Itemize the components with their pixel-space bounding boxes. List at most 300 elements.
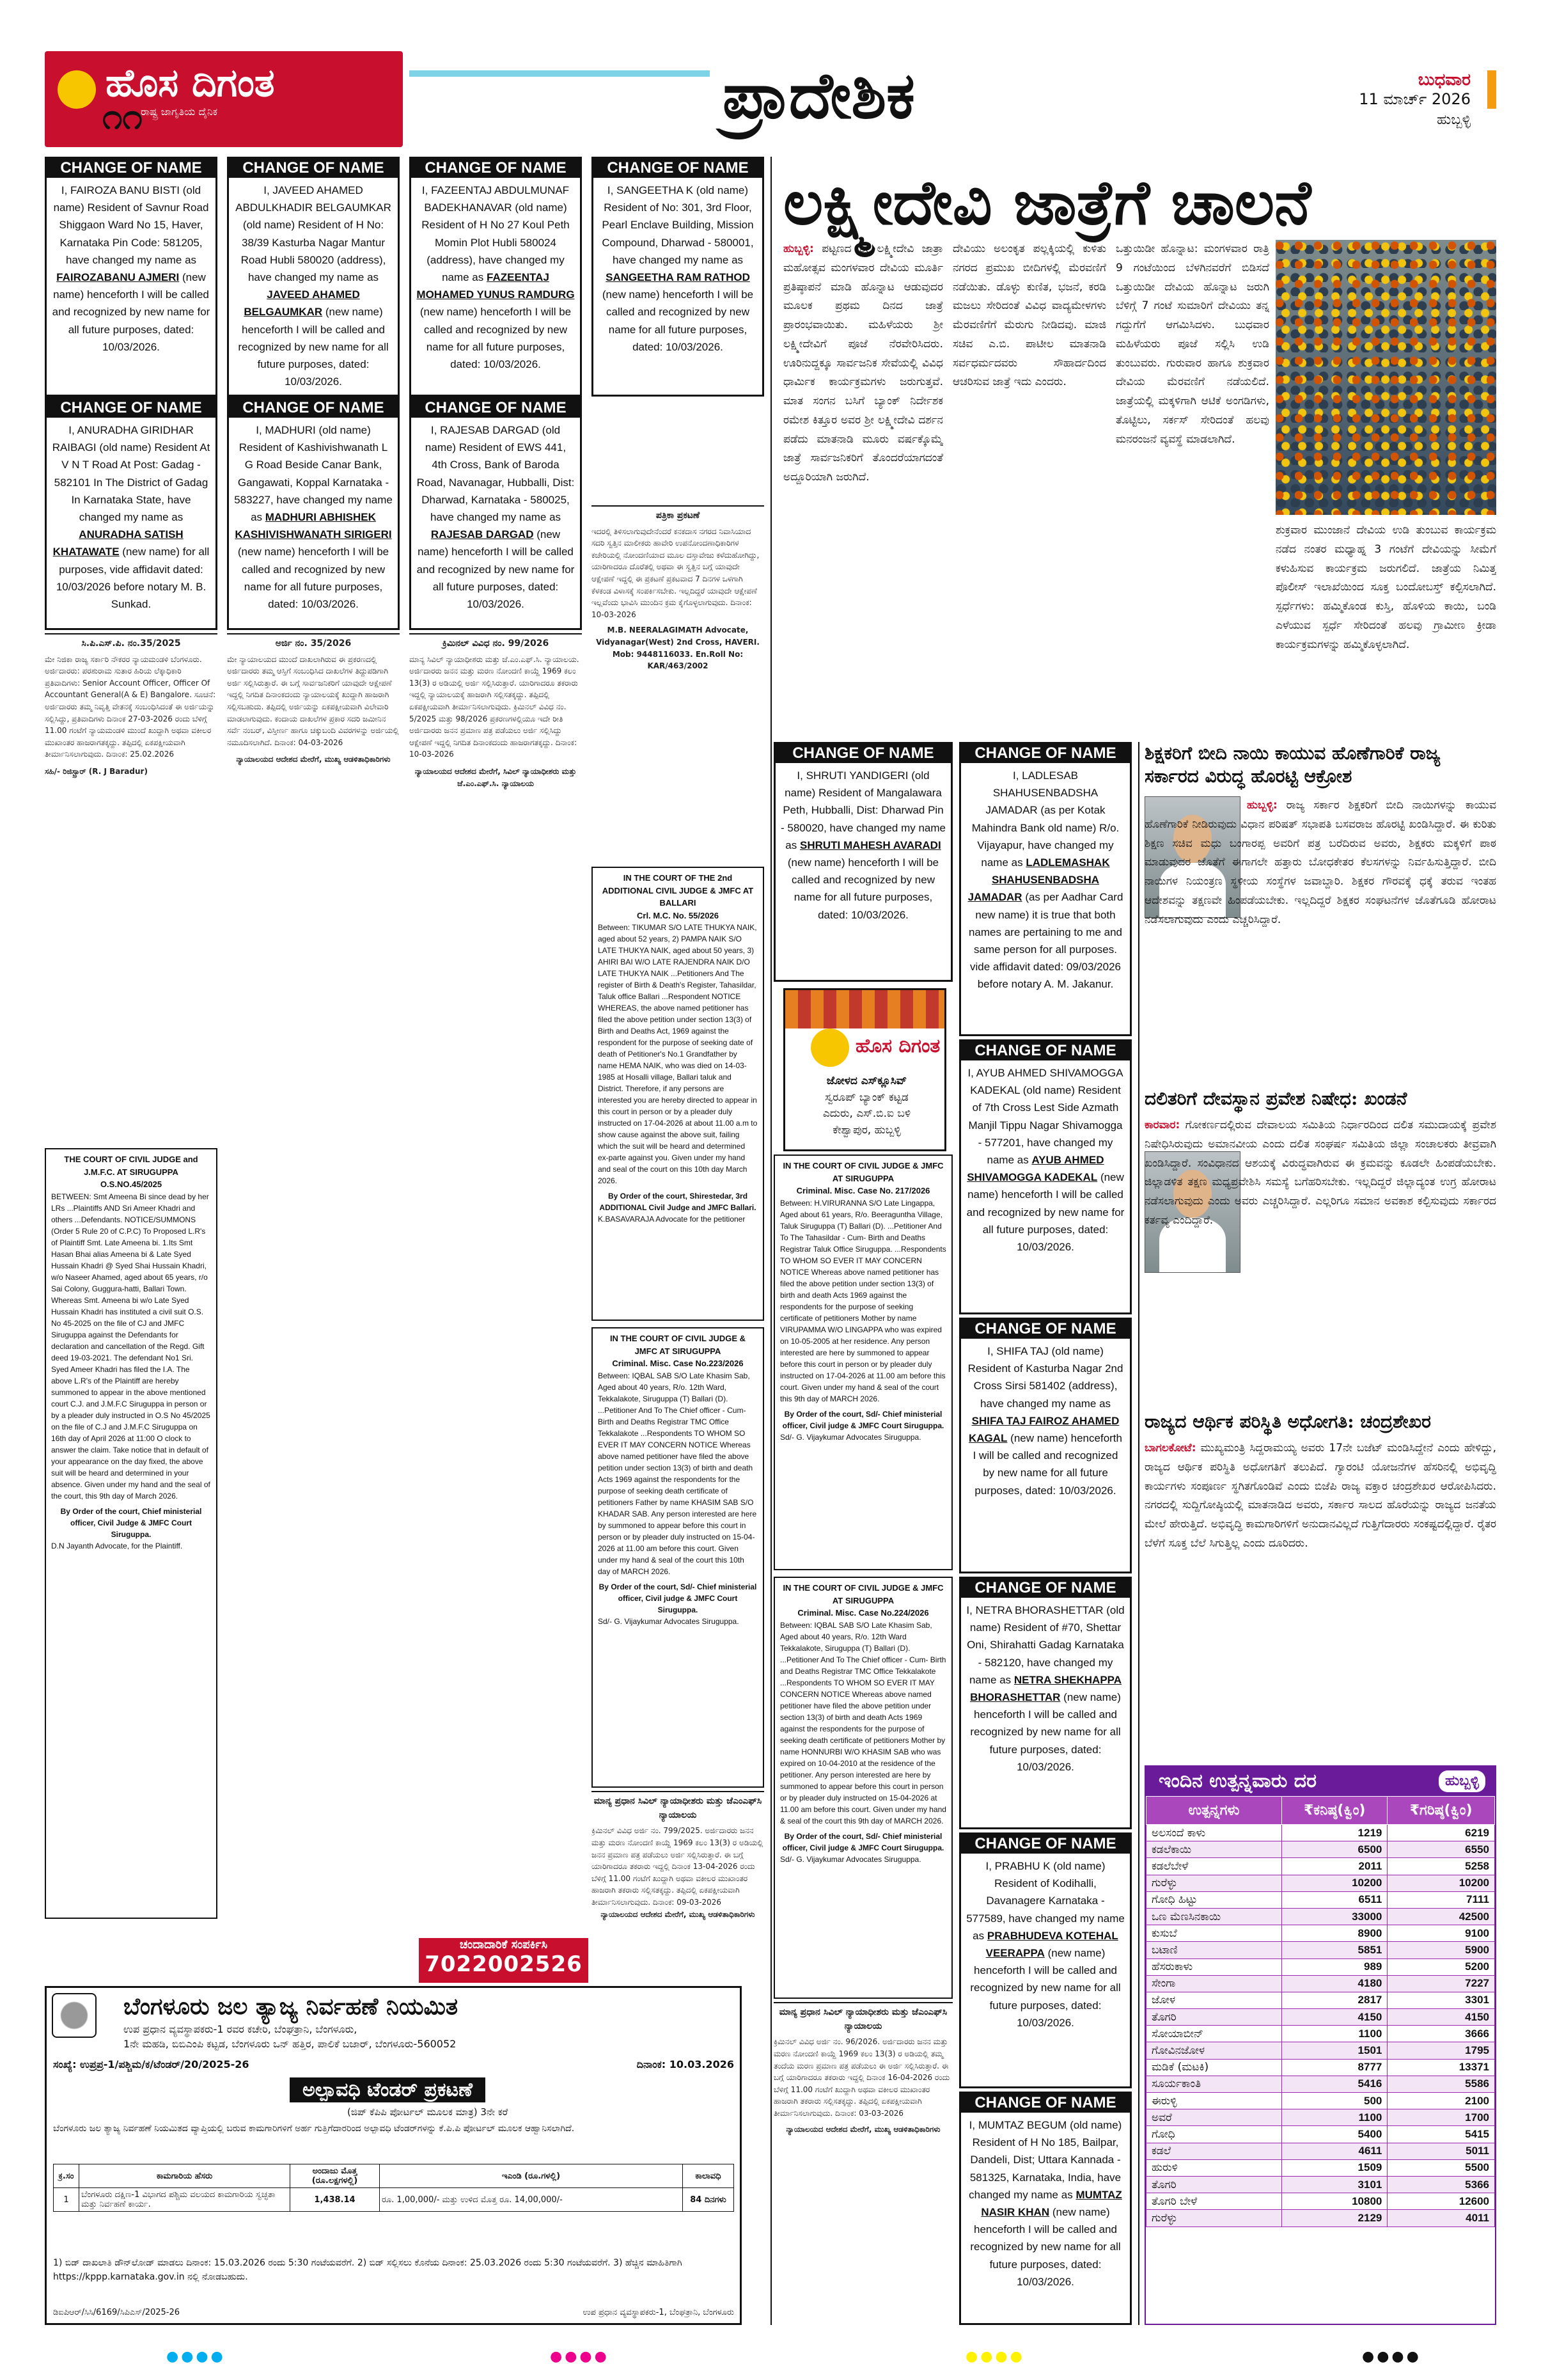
court-notice [45,1148,217,1919]
notice-signature: ನ್ಯಾಯಾಲಯದ ಆದೇಶದ ಮೇರೆಗೆ, ಮುಖ್ಯ ಆಡಳಿತಾಧಿಕಾರಿಗಳು [236,755,391,764]
tender-footer [53,2308,734,2317]
promo-address [792,1073,942,1139]
court-title: IN THE COURT OF THE 2nd ADDITIONAL CIVIL JUDGE & JMFC AT BALLARI [602,873,754,908]
tribunal-notice [45,633,217,1145]
price-min: 10800 [1282,2193,1388,2210]
price-product: ಕಡಲೆಕಾಯಿ [1146,1841,1282,1858]
price-min: 1501 [1282,2042,1388,2059]
tender-col: ಅಂದಾಜು ಮೊತ್ತ (ರೂ.ಲಕ್ಷಗಳಲ್ಲಿ) [290,2164,380,2188]
name-change-notice [591,157,764,397]
price-min: 5416 [1282,2076,1388,2092]
price-max: 3666 [1388,2026,1495,2042]
price-min: 5400 [1282,2126,1388,2143]
commodity-price-table [1145,1765,1496,2325]
tender-cell: ರೂ. 1,00,000/- ಮತ್ತು ಉಳಿದ ಮೊತ್ತ ರೂ. 14,00,000/- [380,2188,683,2212]
notice-text: I, MUMTAZ BEGUM (old name) Resident of H No 185, Bailpar, Dandeli, Dist; Uttara Kannada - 581325, Karnataka, India, have changed my name as [969,2119,1122,2201]
notice-heading: CHANGE OF NAME [411,159,580,178]
notice-heading: CHANGE OF NAME [961,1834,1130,1854]
price-product: ಸೂರ್ಯಕಾಂತಿ [1146,2076,1282,2092]
price-row [1146,2193,1495,2210]
story4-text [1145,1439,1496,1759]
price-row [1146,1992,1495,2008]
press-notice [591,505,764,863]
story-text: ಗೋಕರ್ಣದಲ್ಲಿರುವ ದೇವಾಲಯ ಸಮಿತಿಯ ನಿರ್ಧಾರದಿಂದ ದಲಿತ ಸಮುದಾಯಕ್ಕೆ ಪ್ರವೇಶ ನಿಷೇಧಿಸಿರುವುದು ಅಮಾನವೀಯ ಎಂದು ದಲಿತ ಸಂಘರ್ಷ ಸಮಿತಿಯ ಜಿಲ್ಲಾ ಸಂಚಾಲಕರು ತೀವ್ರವಾಗಿ ಖಂಡಿಸಿದ್ದಾರೆ. ಸಂವಿಧಾನದ ಆಶಯಕ್ಕೆ ವಿರುದ್ಧವಾಗಿರುವ ಈ ಕ್ರಮವನ್ನು ಕೂಡಲೇ ಹಿಂಪಡೆಯಬೇಕು. ಜಿಲ್ಲಾಡಳಿತ ತಕ್ಷಣ ಮಧ್ಯಪ್ರವೇಶಿಸಿ ಸಮಸ್ಯೆ ಬಗೆಹರಿಸಬೇಕು. ಇಲ್ಲದಿದ್ದರೆ ಜಿಲ್ಲಾದ್ಯಂತ ಉಗ್ರ ಹೋರಾಟ ನಡೆಸಲಾಗುವುದು ಎಂದು ಅವರು ಎಚ್ಚರಿಸಿದ್ದಾರೆ. ಎಲ್ಲರಿಗೂ ಸಮಾನ ಅವಕಾಶ ಕಲ್ಪಿಸುವುದು ಸರ್ಕಾರದ ಕರ್ತವ್ಯ ಎಂದಿದ್ದಾರೆ. [1145,1119,1496,1227]
price-row [1146,2109,1495,2126]
registration-marks: ●●●● [550,2349,609,2365]
case-number: Criminal. Misc. Case No. 217/2026 [796,1186,930,1195]
price-row [1146,1825,1495,1841]
price-product: ಗುರೆಳ್ಳು [1146,2210,1282,2226]
price-min: 1219 [1282,1825,1388,1841]
notice-text: I, SHIFA TAJ (old name) Resident of Kasturba Nagar 2nd Cross Sirsi 581402 (address), have changed my name as [967,1345,1123,1410]
price-row [1146,1958,1495,1975]
tender-cell: ಬೆಂಗಳೂರು ದಕ್ಷಿಣ-1 ವಿಭಾಗದ ಪಶ್ಚಿಮ ವಲಯದ ಕಾಮಗಾರಿಯ ಸ್ವಚ್ಛತಾ ಮತ್ತು ನಿರ್ವಹಣೆ ಕಾರ್ಯ. [79,2188,290,2212]
advocate: Sd/- G. Vijaykumar Advocates Siruguppa. [598,1616,739,1626]
notice-text: (new name) henceforth I will be called and recognized by new name for all future purposes, dated: 10/03/2026. [52,271,210,353]
new-name: LADLEMASHAK SHAHUSENBADSHA JAMADAR [967,856,1110,904]
price-max: 12600 [1388,2193,1495,2210]
price-min: 2011 [1282,1858,1388,1875]
notice-title: ಮಾನ್ಯ ಪ್ರಧಾನ ಸಿವಿಲ್ ನ್ಯಾಯಾಧೀಶರು ಮತ್ತು ಜೆಎಂಎಫ್‌ಸಿ ನ್ಯಾಯಾಲಯ [779,2007,948,2031]
price-product: ಕಡಲೆ [1146,2143,1282,2159]
notice-signature: M.B. NEERALAGIMATH Advocate, Vidyanagar(West) 2nd Cross, HAVERI. Mob: 9448116033. En.Roll No: KAR/463/2002 [596,626,760,671]
tender-col: ಕಾಲಾವಧಿ [683,2164,734,2188]
price-max: 42500 [1388,1908,1495,1925]
hosadigantha-promo[interactable] [783,988,946,1151]
court-notice [774,1155,953,1570]
dateline: ಬಾಗಲಕೋಟೆ: [1145,1442,1196,1454]
tender-table [53,2164,734,2212]
court-body: Between: IQBAL SAB S/O Late Khasim Sab, Aged about 40 years, R/o. 12th Ward, Tekkalakote, Siruguppa (T) Ballari (D). ...Petitioner And To The Chief officer - Cum- Birth and Deaths Registrar TMC Office Tekkalakote ...Respondents TO WHOM SO EVER IT MAY CONCERN NOTICE Whereas above named petitioner have filed the above petition under section 13(3) of birth and death Acts 1969 against the respondents for the purpose of seeking death certificate of petitioners Father by name KHASIM SAB S/O KHADAR SAB. Any person interested are here by summoned to appear before this court in person or by pleader duly instructed on 15-04-2026 at 11.00 am before this court. Given under my hand & seal of the court this 10th day of MARCH 2026. [598,1371,757,1576]
name-change-notice [959,1832,1132,2088]
notice-text: (new name) henceforth I will be called and recognized by new name for all future purposes, dated: 10/03/2026. [970,1690,1121,1773]
price-min: 8777 [1282,2059,1388,2076]
price-min: 989 [1282,1958,1388,1975]
subscription-phone: 7022002526 [425,1951,583,1977]
price-max: 3301 [1388,1992,1495,2008]
price-max: 5258 [1388,1858,1495,1875]
notice-text: I, FAIROZA BANU BISTI (old name) Resident of Savnur Road Shiggaon Ward No 15, Haver, Karnataka Pin Code: 581205, have changed my name as [53,184,209,266]
name-change-notice [959,1577,1132,1829]
main-story-col [783,240,943,742]
dateline: ಕಾರವಾರ: [1145,1119,1180,1131]
price-table-title: ಇಂದಿನ ಉತ್ಪನ್ನವಾರು ದರ [1159,1770,1317,1792]
government-emblem-icon [52,1993,97,2038]
price-row [1146,1891,1495,1908]
court-signature: By Order of the court, Chief ministerial officer, Civil Judge & JMFC Court Siruguppa. [60,1506,202,1539]
price-min: 6500 [1282,1841,1388,1858]
name-change-notice [45,157,217,397]
issue-date: 11 ಮಾರ್ಚ್ 2026 [1359,90,1471,108]
notice-text: I, PRABHU K (old name) Resident of Kodihalli, Davanagere Karnataka - 577589, have changed my name as [966,1860,1125,1942]
notice-text: I, LADLESAB SHAHUSENBADSHA JAMADAR (as per Kotak Mahindra Bank old name) R/o. Vijayapur, have changed my name as [971,769,1120,869]
price-row [1146,1858,1495,1875]
notice-text: (new name) for all purposes, vide affidavit dated: 10/03/2026 before notary M. B. Sunkad. [56,546,210,610]
new-name: MUMTAZ NASIR KHAN [981,2188,1122,2218]
notice-body: ಮಾನ್ಯ ಸಿವಿಲ್ ನ್ಯಾಯಾಧೀಶರು ಮತ್ತು ಜೆ.ಎಂ.ಎಫ್.ಸಿ. ನ್ಯಾಯಾಲಯ. ಅರ್ಜಿದಾರರು ಜನನ ಮತ್ತು ಮರಣ ನೋಂದಣಿ ಕಾಯ್ದೆ 1969 ಕಲಂ 13(3) ರ ಅಡಿಯಲ್ಲಿ ಅರ್ಜಿ ಸಲ್ಲಿಸಿರುತ್ತಾರೆ. ಯಾರಿಗಾದರೂ ತಕರಾರು ಇದ್ದಲ್ಲಿ ನ್ಯಾಯಾಲಯಕ್ಕೆ ಹಾಜರಾಗಿ ಸಲ್ಲಿಸತಕ್ಕದ್ದು. ತಪ್ಪಿದಲ್ಲಿ ಏಕಪಕ್ಷೀಯವಾಗಿ ತೀರ್ಮಾನಿಸಲಾಗುವುದು. ಕ್ರಿಮಿನಲ್ ವಿವಿಧ ನಂ. 5/2025 ಮತ್ತು 98/2026 ಪ್ರಕರಣಗಳಲ್ಲಿಯೂ ಇದೇ ರೀತಿ ಅರ್ಜಿದಾರರು ಜನನ ಪ್ರಮಾಣ ಪತ್ರ ಪಡೆಯಲು ಅರ್ಜಿ ಸಲ್ಲಿಸಿದ್ದು ಆಕ್ಷೇಪಣೆ ಇದ್ದಲ್ಲಿ ನಿಗದಿತ ದಿನಾಂಕದಂದು ಹಾಜರಾಗತಕ್ಕದ್ದು. ದಿನಾಂಕ: 10-03-2026 [409,654,579,759]
main-headline: ಲಕ್ಷ್ಮೀದೇವಿ ಜಾತ್ರೆಗೆ ಚಾಲನೆ [783,166,1311,239]
price-row [1146,2210,1495,2226]
notice-text: I, NETRA BHORASHETTAR (old name) Resident of #70, Shettar Oni, Shirahatti Gadag Karnataka - 582120, have changed my name as [966,1604,1125,1686]
price-product: ತೊಗರಿ [1146,2176,1282,2193]
logo-sun-icon [58,70,96,109]
price-product: ಹುರುಳಿ [1146,2159,1282,2176]
court-signature: By Order of the court, Shirestedar, 3rd ADDITIONAL Civil Judge and JMFC Ballari. [599,1192,756,1212]
tender-address: 1ನೇ ಮಹಡಿ, ಬಿಬಿಎಂಪಿ ಕಟ್ಟಡ, ಬೆಂಗಳೂರು ಒನ್ ಹತ್ತಿರ, ಪಾಲಿಕೆ ಬಜಾರ್, ಬೆಂಗಳೂರು-560052 [123,2038,457,2050]
court-body: Between: H.VIRURANNA S/O Late Lingappa, Aged about 61 years, R/o. Beeraguntha Village, Taluk Siruguppa (T) Ballari (D). ...Petitioner And To The Tahasildar - Cum- Birth and Deaths Registrar Taluk Office Siruguppa. ...Respondents TO WHOM SO EVER IT MAY CONCERN NOTICE Whereas above named petitioner has filed the above petition under section 13(3) of birth and death Acts 1969 against the respondents for the purpose of seeking certificate of petitioners Mother by name VIRUPAMMA W/O LINGAPPA who was expired on 10-05-2005 at her residence. Any person interested are here by summoned to appear before this court in person or by pleader duly instructed on 17-04-2026 at 11.00 am before this court. Given under my hand & seal of the court this 9th day of MARCH 2026. [780,1198,946,1403]
price-max: 10200 [1388,1875,1495,1891]
edition-city: ಹುಬ್ಬಳ್ಳಿ [1436,112,1471,128]
notice-signature: ನ್ಯಾಯಾಲಯದ ಆದೇಶದ ಮೇರೆಗೆ, ಸಿವಿಲ್ ನ್ಯಾಯಾಧೀಶರು ಮತ್ತು ಜೆ.ಎಂ.ಎಫ್.ಸಿ. ನ್ಯಾಯಾಲಯ [414,767,577,788]
page-number: ೧೧ [102,96,143,138]
notice-body: ಕ್ರಿಮಿನಲ್ ವಿವಿಧ ಅರ್ಜಿ ನಂ. 799/2025. ಅರ್ಜಿದಾರರು ಜನನ ಮತ್ತು ಮರಣ ನೋಂದಣಿ ಕಾಯ್ದೆ 1969 ಕಲಂ 13(3) ರ ಅಡಿಯಲ್ಲಿ ಜನನ ಪ್ರಮಾಣ ಪತ್ರ ಪಡೆಯಲು ಅರ್ಜಿ ಸಲ್ಲಿಸಿರುತ್ತಾರೆ. ಈ ಬಗ್ಗೆ ಯಾರಿಗಾದರೂ ತಕರಾರು ಇದ್ದಲ್ಲಿ ದಿನಾಂಕ 13-04-2026 ರಂದು ಬೆಳಿಗ್ಗೆ 11.00 ಗಂಟೆಗೆ ಖುದ್ದಾಗಿ ಅಥವಾ ವಕೀಲರ ಮುಖಾಂತರ ಹಾಜರಾಗಿ ತಕರಾರು ಸಲ್ಲಿಸತಕ್ಕದ್ದು. ತಪ್ಪಿದಲ್ಲಿ ಏಕಪಕ್ಷೀಯವಾಗಿ ತೀರ್ಮಾನಿಸಲಾಗುವುದು. ದಿನಾಂಕ: 09-03-2026 [591,1826,763,1907]
notice-text: I, ANURADHA GIRIDHAR RAIBAGI (old name) Resident At V N T Road At Post: Gadag - 582101 In The District of Gadag In Karnataka State, have changed my name as [52,424,210,523]
tender-ref: ಸಂಖ್ಯೆ: ಉಪ್ರಪ್ರ-1/ಪಶ್ಚಿಮ/ಕ/ಟೆಂಡರ್/20/2025-26 [53,2058,249,2070]
price-min: 500 [1282,2093,1388,2109]
price-max: 2100 [1388,2093,1495,2109]
price-product: ಗೋಧಿ [1146,2126,1282,2143]
price-product: ಅವರೆ [1146,2109,1282,2126]
notice-text: I, SANGEETHA K (old name) Resident of No: 301, 3rd Floor, Pearl Enclave Building, Mission Compound, Dharwad - 580001, have changed my name as [602,184,754,266]
tender-intro: ಬೆಂಗಳೂರು ಜಲ ತ್ಯಾಜ್ಯ ನಿರ್ವಹಣೆ ನಿಯಮಿತದ ವ್ಯಾಪ್ತಿಯಲ್ಲಿ ಬರುವ ಕಾಮಗಾರಿಗಳಿಗೆ ಅರ್ಹ ಗುತ್ತಿಗೆದಾರರಿಂದ ಅಲ್ಪಾವಧಿ ಟೆಂಡರ್‌ಗಳನ್ನು ಕೆ.ಪಿ.ಪಿ ಪೋರ್ಟಲ್ ಮೂಲಕ ಆಹ್ವಾನಿಸಲಾಗಿದೆ. [53,2124,575,2134]
price-product: ತೊಗರಿ [1146,2009,1282,2026]
tender-authority: ಉಪ ಪ್ರಧಾನ ವ್ಯವಸ್ಥಾಪಕರು-1, ಬೆಂಘತ್ರಾನಿ, ಬೆಂಗಳೂರು [583,2308,734,2317]
notice-body: ಇದರಲ್ಲಿ ತಿಳಿಸಲಾಗುವುದೇನೆಂದರೆ ಕನಕದಾಸ ನಗರದ ನಿವಾಸಿಯಾದ ಸದರಿ ಸ್ವತ್ತಿನ ಮಾಲೀಕರು ಹಾವೇರಿ ಉಪನೋಂದಣಾಧಿಕಾರಿಗಳ ಕಚೇರಿಯಲ್ಲಿ ನೋಂದಣಿಯಾದ ಮೂಲ ದಸ್ತಾವೇಜು ಕಳೆದುಹೋಗಿದ್ದು, ಯಾರಿಗಾದರೂ ದೊರೆತಲ್ಲಿ ಅಥವಾ ಈ ಸ್ವತ್ತಿನ ಬಗ್ಗೆ ಯಾವುದೇ ಆಕ್ಷೇಪಣೆ ಇದ್ದಲ್ಲಿ ಈ ಪ್ರಕಟಣೆ ಪ್ರಕಟವಾದ 7 ದಿನಗಳ ಒಳಗಾಗಿ ಕೆಳಕಂಡ ವಿಳಾಸಕ್ಕೆ ಸಂಪರ್ಕಿಸಬೇಕು. ಇಲ್ಲದಿದ್ದರೆ ಯಾವುದೇ ಆಕ್ಷೇಪಣೆ ಇಲ್ಲವೆಂದು ಭಾವಿಸಿ ಮುಂದಿನ ಕ್ರಮ ಕೈಗೊಳ್ಳಲಾಗುವುದು. ದಿನಾಂಕ: 10-03-2026 [591,526,760,619]
story4-headline: ರಾಜ್ಯದ ಆರ್ಥಿಕ ಪರಿಸ್ಥಿತಿ ಅಧೋಗತಿ: ಚಂದ್ರಶೇಖರ [1145,1411,1431,1432]
notice-text: I, MADHURI (old name) Resident of Kashivishwanath L G Road Beside Canar Bank, Gangawati, Koppal Karnataka - 583227, have changed my name as [234,424,393,523]
advocate: Sd/- G. Vijaykumar Advocates Siruguppa. [780,1432,921,1442]
notice-heading: CHANGE OF NAME [593,159,762,178]
masthead-accent-bar [1487,70,1496,109]
promo-line: ಸ್ವರೂಪ್ ಬ್ಯಾಂಕ್ ಕಟ್ಟಡ [825,1091,909,1104]
price-min: 1509 [1282,2159,1388,2176]
price-max: 5366 [1388,2176,1495,2193]
notice-heading: CHANGE OF NAME [961,1041,1130,1060]
notice-title: ಪತ್ರಿಕಾ ಪ್ರಕಟಣೆ [655,510,700,521]
new-name: PRABHUDEVA KOTEHAL VEERAPPA [985,1929,1118,1959]
notice-heading: CHANGE OF NAME [47,159,215,178]
notice-text: (new name) henceforth I will be called and recognized by new name for all future purposes, dated: 10/03/2026. [602,288,754,353]
notice-heading: CHANGE OF NAME [961,1579,1130,1598]
notice-heading: CHANGE OF NAME [411,398,580,418]
price-row [1146,2143,1495,2159]
notice-body: ಕ್ರಿಮಿನಲ್ ವಿವಿಧ ಅರ್ಜಿ ನಂ. 96/2026. ಅರ್ಜಿದಾರರು ಜನನ ಮತ್ತು ಮರಣ ನೋಂದಣಿ ಕಾಯ್ದೆ 1969 ಕಲಂ 13(3) ರ ಅಡಿಯಲ್ಲಿ ತಮ್ಮ ತಂದೆಯ ಮರಣ ಪ್ರಮಾಣ ಪತ್ರ ಪಡೆಯಲು ಈ ಅರ್ಜಿ ಸಲ್ಲಿಸಿರುತ್ತಾರೆ. ಈ ಬಗ್ಗೆ ಯಾರಿಗಾದರೂ ತಕರಾರು ಇದ್ದಲ್ಲಿ ದಿನಾಂಕ 16-04-2026 ರಂದು ಬೆಳಿಗ್ಗೆ 11.00 ಗಂಟೆಗೆ ಖುದ್ದಾಗಿ ಅಥವಾ ವಕೀಲರ ಮುಖಾಂತರ ಹಾಜರಾಗಿ ತಕರಾರು ಸಲ್ಲಿಸತಕ್ಕದ್ದು. ತಪ್ಪಿದಲ್ಲಿ ಏಕಪಕ್ಷೀಯವಾಗಿ ತೀರ್ಮಾನಿಸಲಾಗುವುದು. ದಿನಾಂಕ: 03-03-2026 [774,2037,950,2118]
name-change-notice [227,157,400,397]
notice-body: ಮೇ ನಿಜಿಕಾ ರಾಜ್ಯ ಸರ್ಕಾರಿ ನೌಕರರ ನ್ಯಾಯಮಂಡಳಿ ಬೆಂಗಳೂರು. ಅರ್ಜಿದಾರರು: ಪರಶುರಾಮ ಸುತಾರ ಹಿರಿಯ ಲೆಕ್ಕಾಧಿಕಾರಿ ಪ್ರತಿವಾದಿಗಳು: Senior Account Officer, Officer Of Accountant General(A & E) Bangalore. ಸೂಚನೆ: ಅರ್ಜಿದಾರರು ತಮ್ಮ ನಿವೃತ್ತಿ ವೇತನಕ್ಕೆ ಸಂಬಂಧಿಸಿದಂತೆ ಈ ಅರ್ಜಿಯನ್ನು ಸಲ್ಲಿಸಿದ್ದು, ಪ್ರತಿವಾದಿಗಳು ದಿನಾಂಕ 27-03-2026 ರಂದು ಬೆಳಿಗ್ಗೆ 11.00 ಗಂಟೆಗೆ ನ್ಯಾಯಮಂಡಳಿ ಮುಂದೆ ಖುದ್ದಾಗಿ ಅಥವಾ ವಕೀಲರ ಮುಖಾಂತರ ಹಾಜರಾಗತಕ್ಕದ್ದು. ತಪ್ಪಿದಲ್ಲಿ ಏಕಪಕ್ಷೀಯವಾಗಿ ತೀರ್ಮಾನಿಸಲಾಗುವುದು. ದಿನಾಂಕ: 25.02.2026 [45,654,216,759]
registration-marks: ●●●● [966,2349,1025,2365]
price-row [1146,1875,1495,1891]
court-signature: By Order of the court, Sd/- Chief ministerial officer, Civil judge & JMFC Court Siruguppa. [598,1582,757,1614]
story-text: ಪಟ್ಟಣದ ಶ್ರೀ ಲಕ್ಷ್ಮೀದೇವಿ ಜಾತ್ರಾ ಮಹೋತ್ಸವ ಮಂಗಳವಾರ ದೇವಿಯ ಮೂರ್ತಿ ಪ್ರತಿಷ್ಠಾಪನೆ ಮಾಡಿ ಹೊನ್ನಾಟ ಆಡುವುದರ ಮೂಲಕ ಪ್ರಥಮ ದಿನದ ಜಾತ್ರೆ ಪ್ರಾರಂಭವಾಯಿತು. ಮಹಿಳೆಯರು ಶ್ರೀ ಲಕ್ಷ್ಮೀದೇವಿಗೆ ಪೂಜೆ ನೆರವೇರಿಸಿದರು. ಊರಿನುದ್ದಕ್ಕೂ ಸಾರ್ವಜನಿಕ ಸೇವೆಯಲ್ಲಿ ವಿವಿಧ ಧಾರ್ಮಿಕ ಕಾರ್ಯಕ್ರಮಗಳು ಜರುಗುತ್ತವೆ. ಮಾತ ಸಂಗನ ಬಸಿಗೆ ಬ್ಯಾಂಕ್ ನಿರ್ದೇಶಕ ರಮೇಶ ಕಿತ್ತೂರ ಅವರ ಶ್ರೀ ಲಕ್ಷ್ಮೀದೇವಿ ದರ್ಶನ ಪಡೆದು ಮಾತನಾಡಿ ಮೂರು ವರ್ಷಕ್ಕೊಮ್ಮೆ ಜಾತ್ರೆ ಸಾರ್ವಜನಿಕರಿಗೆ ತೊಂದರೆಯಾಗದಂತೆ ಅದ್ದೂರಿಯಾಗಿ ಜರುಗಿದೆ. [783,242,943,484]
notice-text: I, AYUB AHMED SHIVAMOGGA KADEKAL (old name) Resident of 7th Cross Lest Side Azmath Manjil Tippu Nagar Shivamogga - 577201, have changed my name as [967,1067,1123,1166]
advocate: Sd/- G. Vijaykumar Advocates Siruguppa. [780,1854,921,1864]
subscription-label: ಚಂದಾದಾರಿಕೆ ಸಂಪರ್ಕಿಸಿ [459,1938,548,1951]
promo-band [785,990,944,1028]
notice-heading: CHANGE OF NAME [229,398,398,418]
price-min: 1100 [1282,2109,1388,2126]
new-name: ANURADHA SATISH KHATAWATE [52,528,184,558]
story-text: ಮುಖ್ಯಮಂತ್ರಿ ಸಿದ್ದರಾಮಯ್ಯ ಅವರು 17ನೇ ಬಜೆಟ್ ಮಂಡಿಸಿದ್ದೇನೆ ಎಂದು ಹೇಳಿದ್ದು, ರಾಜ್ಯದ ಆರ್ಥಿಕ ಪರಿಸ್ಥಿತಿ ಅಧೋಗತಿಗೆ ತಲುಪಿದೆ. ಗ್ಯಾರಂಟಿ ಯೋಜನೆಗಳ ಹೆಸರಿನಲ್ಲಿ ಅಭಿವೃದ್ಧಿ ಕಾರ್ಯಗಳು ಸಂಪೂರ್ಣ ಸ್ಥಗಿತಗೊಂಡಿವೆ ಎಂದು ಬಿಜೆಪಿ ರಾಜ್ಯ ವಕ್ತಾರ ಚಂದ್ರಶೇಖರ ಆರೋಪಿಸಿದರು. ನಗರದಲ್ಲಿ ಸುದ್ದಿಗೋಷ್ಠಿಯಲ್ಲಿ ಮಾತನಾಡಿದ ಅವರು, ಸರ್ಕಾರ ಸಾಲದ ಹೊರೆಯನ್ನು ರಾಜ್ಯದ ಜನತೆಯ ಮೇಲೆ ಹೇರುತ್ತಿದೆ. ಅಭಿವೃದ್ಧಿ ಕಾಮಗಾರಿಗಳಿಗೆ ಅನುದಾನವಿಲ್ಲದೆ ಗುತ್ತಿಗೆದಾರರು ಸಂಕಷ್ಟದಲ್ಲಿದ್ದಾರೆ. ರೈತರ ಬೆಳೆಗೆ ಸೂಕ್ತ ಬೆಲೆ ಸಿಗುತ್ತಿಲ್ಲ ಎಂದು ದೂರಿದರು. [1145,1442,1496,1550]
date-block [1359,70,1471,128]
price-max: 5586 [1388,2076,1495,2092]
notice-heading: CHANGE OF NAME [776,744,951,763]
notice-text: (as per Aadhar Card new name) it is true that both names are pertaining to me and same person for all purposes. vide affidavit dated: 09/03/2026 before notary A. M. Jakanur. [968,891,1123,991]
notice-text: I, FAZEENTAJ ABDULMUNAF BADEKHANAVAR (old name) Resident of H No 27 Koul Peth Momin Plot Hubli 580024 (address), have changed my name as [421,184,570,283]
price-max: 5900 [1388,1942,1495,1958]
price-min: 4611 [1282,2143,1388,2159]
price-product: ತೊಗರಿ ಬೇಳೆ [1146,2193,1282,2210]
name-change-notice [959,742,1132,1036]
tender-org: ಬೆಂಗಳೂರು ಜಲ ತ್ಯಾಜ್ಯ ನಿರ್ವಹಣೆ ನಿಯಮಿತ [123,1993,458,2020]
main-story-col [1276,521,1496,742]
court-body: BETWEEN: Smt Ameena Bi since dead by her LRs ...Plaintiffs AND Sri Ameer Khadri and others ...Defendants. NOTICE/SUMMONS (Order 5 Rule 20 of C.P.C) To Proposed L.R's of Plaintiff Smt. Late Ameena bi. 1.Its Smt Hasan Bhai alias Ameena bi & Late Syed Hussain Khadri @ Syed Shai Hussain Khadri, w/o Naseer Ahamed, aged about 65 years, r/o Sai Colony, Guggura-hatti, Ballari Town. Whereas Smt. Ameena bi w/o Late Syed Hussain Khadri has instituted a civil suit O.S. No 45-2025 on the file of CJ and JMFC Siruguppa against the Defendants for declaration and cancellation of the Regd. Gift deed 19-03-2021. The defendant No1 Sri. Syed Ameer Khadri has filed the I.A. The above L.R's of the Plaintiff are hereby summoned to appear in the above mentioned court C.J. and J.M.F.C Siruguppa in person or by a pleader duly instructed in O.S No 45/2025 on the file of C.J and J.M.F.C Siruguppa on 16th day of April 2026 at 11:00 O clock to answer the claim. Take notice that in default of your appearance on the day fixed, the above suit will be heard and determined in your absence. Given under my hand and the seal of the court, this 9th day of March 2026. [51,1192,210,1501]
price-max: 7227 [1388,1975,1495,1992]
festival-crowd-photo [1276,240,1496,515]
price-product: ಹೆಸರುಕಾಳು [1146,1958,1282,1975]
paper-tagline: ರಾಷ್ಟ್ರ ಜಾಗೃತಿಯ ದೈನಿಕ [141,106,218,118]
notice-text: (new name) henceforth I will be called and recognized by new name for all future purposes, dated: 10/03/2026. [237,546,389,610]
case-number: O.S.NO.45/2025 [100,1179,162,1189]
notice-heading: CHANGE OF NAME [961,2093,1130,2113]
price-product: ಮಡಿಕೆ (ಮಟಕಿ) [1146,2059,1282,2076]
registration-marks: ●●●● [1362,2349,1421,2365]
new-name: MADHURI ABHISHEK KASHIVISHWANATH SIRIGERI [235,510,392,541]
notice-text: (new name) henceforth I will be called and recognized by new name for all future purposes, dated: 10/03/2026. [238,306,389,388]
new-name: SANGEETHA RAM RATHOD [606,271,750,283]
tender-col: ಇಎಂಡಿ (ರೂ.ಗಳಲ್ಲಿ) [380,2164,683,2188]
price-min: 4180 [1282,1975,1388,1992]
price-row [1146,2042,1495,2059]
promo-name: ಹೊಸ ದಿಗಂತ [856,1035,941,1057]
case-number: Crl. M.C. No. 55/2026 [637,910,719,920]
story-text: ಶುಕ್ರವಾರ ಮುಂಜಾನೆ ದೇವಿಯ ಉಡಿ ತುಂಬುವ ಕಾರ್ಯಕ್ರಮ ನಡೆದ ನಂತರ ಮಧ್ಯಾಹ್ನ 3 ಗಂಟೆಗೆ ದೇವಿಯನ್ನು ಸೀಮೆಗೆ ಕಳುಹಿಸುವ ಕಾರ್ಯಕ್ರಮ ಜರುಗಲಿದೆ. ಜಾತ್ರೆಯ ನಿಮಿತ್ತ ಪೊಲೀಸ್ ಇಲಾಖೆಯಿಂದ ಸೂಕ್ತ ಬಂದೋಬಸ್ತ್ ಕಲ್ಪಿಸಲಾಗಿದೆ. ಸ್ಪರ್ಧೆಗಳು: ಹಮ್ಮಿಕೊಂಡ ಕುಸ್ತಿ, ಹೊಳಿಯ ಕಾಯಿ, ಬಂಡಿ ಎಳೆಯುವ ಸ್ಪರ್ಧೆ ಸೇರಿದಂತೆ ಹಲವು ಗ್ರಾಮೀಣ ಕ್ರೀಡಾ ಕಾರ್ಯಕ್ರಮಗಳನ್ನು ಹಮ್ಮಿಕೊಳ್ಳಲಾಗಿದೆ. [1276,524,1496,651]
new-name: NETRA SHEKHAPPA BHORASHETTAR [970,1673,1122,1703]
price-row [1146,2059,1495,2076]
price-min: 33000 [1282,1908,1388,1925]
case-number: Criminal. Misc. Case No.224/2026 [797,1608,929,1618]
price-table-city: ಹುಬ್ಬಳ್ಳಿ [1439,1770,1485,1792]
tender-dipr-no: ಡಿಐಪಿಆರ್/ಸಿಸಿ/6169/ಸಿಪಿಎಸ್/2025-26 [53,2308,180,2317]
price-row [1146,1908,1495,1925]
price-min: 3101 [1282,2176,1388,2193]
price-max: 4150 [1388,2009,1495,2026]
price-min: 1100 [1282,2026,1388,2042]
name-change-notice [227,397,400,630]
price-max: 6219 [1388,1825,1495,1841]
name-change-notice [45,397,217,630]
notice-text: (new name) henceforth I will be called and recognized by new name for all future purposes, dated: 10/03/2026. [970,1946,1121,2029]
notice-text: (new name) henceforth I will be called and recognized by new name for all future purposes, dated: 10/03/2026. [416,528,575,610]
price-product: ಕಡಲೆಬೇಳೆ [1146,1858,1282,1875]
price-row [1146,1925,1495,1942]
new-name: FAIROZABANU AJMERI [56,271,180,283]
price-max: 9100 [1388,1925,1495,1942]
price-row [1146,1975,1495,1992]
court-title: IN THE COURT OF CIVIL JUDGE & JMFC AT SIRUGUPPA [609,1334,746,1356]
main-story-col [1116,240,1269,742]
court-notice-kannada [409,633,582,1932]
price-row [1146,1841,1495,1858]
tender-subtitle: (ಜಿಪ್ ಕೆಪಿಪಿ ಪೋರ್ಟಲ್ ಮೂಲಕ ಮಾತ್ರ) 3ನೇ ಕರೆ [347,2106,508,2118]
price-min: 2817 [1282,1992,1388,2008]
price-max: 6550 [1388,1841,1495,1858]
court-title: IN THE COURT OF CIVIL JUDGE & JMFC AT SIRUGUPPA [783,1583,944,1605]
price-product: ಗೋಧಿ ಹಿಟ್ಟು [1146,1891,1282,1908]
tender-cell: 1,438.14 [290,2188,380,2212]
notice-heading: CHANGE OF NAME [47,398,215,418]
tender-notice [45,1986,742,2325]
story2-headline: ಶಿಕ್ಷಕರಿಗೆ ಬೀದಿ ನಾಯಿ ಕಾಯುವ ಹೊಣೆಗಾರಿಕೆ ರಾಜ್ಯ ಸರ್ಕಾರದ ವಿರುದ್ಧ ಹೊರಟ್ಟಿ ಆಕ್ರೋಶ [1145,743,1441,787]
price-row [1146,2009,1495,2026]
price-product: ಗೋವಿನಜೋಳ [1146,2042,1282,2059]
notice-text: I, RAJESAB DARGAD (old name) Resident of EWS 441, 4th Cross, Bank of Baroda Road, Navanagar, Hubballi, Dist: Dharwad, Karnataka - 580025, have changed my name as [416,424,575,523]
price-max: 5011 [1388,2143,1495,2159]
notice-title: ಮಾನ್ಯ ಪ್ರಧಾನ ಸಿವಿಲ್ ನ್ಯಾಯಾಧೀಶರು ಮತ್ತು ಜೆಎಂಎಫ್‌ಸಿ ನ್ಯಾಯಾಲಯ [593,1796,762,1820]
dateline: ಹುಬ್ಬಳ್ಳಿ: [783,242,814,255]
notice-body: ಮೇ ನ್ಯಾಯಾಲಯದ ಮುಂದೆ ದಾಖಲಾಗಿರುವ ಈ ಪ್ರಕರಣದಲ್ಲಿ ಅರ್ಜಿದಾರರು ತಮ್ಮ ಆಸ್ತಿಗೆ ಸಂಬಂಧಿಸಿದ ದಾಖಲೆಗಳ ತಿದ್ದುಪಡಿಗಾಗಿ ಅರ್ಜಿ ಸಲ್ಲಿಸಿರುತ್ತಾರೆ. ಈ ಬಗ್ಗೆ ಸಾರ್ವಜನಿಕರಿಗೆ ಯಾವುದೇ ಆಕ್ಷೇಪಣೆ ಇದ್ದಲ್ಲಿ ನಿಗದಿತ ದಿನಾಂಕದಂದು ನ್ಯಾಯಾಲಯಕ್ಕೆ ಖುದ್ದಾಗಿ ಹಾಜರಾಗಿ ಸಲ್ಲಿಸಬಹುದು. ತಪ್ಪಿದಲ್ಲಿ ಅರ್ಜಿಯನ್ನು ಏಕಪಕ್ಷೀಯವಾಗಿ ವಿಲೇವಾರಿ ಮಾಡಲಾಗುವುದು. ಕಂದಾಯ ದಾಖಲೆಗಳ ಪ್ರಕಾರ ಸದರಿ ಜಮೀನಿನ ಸರ್ವೆ ನಂಬರ್, ವಿಸ್ತೀರ್ಣ ಹಾಗೂ ಚಕ್ಕುಬಂದಿ ವಿವರಗಳನ್ನು ಅರ್ಜಿಯಲ್ಲಿ ನಮೂದಿಸಲಾಗಿದೆ. ದಿನಾಂಕ: 04-03-2026 [227,654,399,747]
price-table-header [1146,1767,1495,1796]
case-number: Criminal. Misc. Case No.223/2026 [612,1359,744,1368]
court-notice [591,1327,764,1788]
paper-name: ಹೊಸ ದಿಗಂತ [106,61,275,106]
newspaper-logo[interactable] [45,51,403,147]
tender-date: ದಿನಾಂಕ: 10.03.2026 [636,2058,734,2070]
price-row [1146,2159,1495,2176]
price-min: 2129 [1282,2210,1388,2226]
column-rule [1138,742,1139,2325]
court-title: THE COURT OF CIVIL JUDGE and J.M.F.C. AT SIRUGUPPA [64,1155,198,1177]
story-text: ಒತ್ತುಯಿಡೀ ಹೊನ್ನಾಟ: ಮಂಗಳವಾರ ರಾತ್ರಿ 9 ಗಂಟೆಯಿಂದ ಬೆಳಗಿನವರೆಗೆ ಬಿಡಿಸದೆ ಒತ್ತುಯಿಡೀ ದೇವಿಯ ಹೊನ್ನಾಟ ಜರುಗಿ ಬೆಳಿಗ್ಗೆ 7 ಗಂಟೆ ಸುಮಾರಿಗೆ ದೇವಿಯು ತನ್ನ ಗದ್ದುಗೆಗೆ ಆಗಮಿಸಿದಳು. ಬುಧವಾರ ಮಹಿಳೆಯರು ಪೂಜೆ ಸಲ್ಲಿಸಿ ಉಡಿ ತುಂಬುವರು. ಗುರುವಾರ ಹಾಗೂ ಶುಕ್ರವಾರ ದೇವಿಯ ಮೆರವಣಿಗೆ ನಡೆಯಲಿದೆ. ಜಾತ್ರೆಯಲ್ಲಿ ಮಕ್ಕಳಿಗಾಗಿ ಆಟಿಕೆ ಅಂಗಡಿಗಳು, ತೊಟ್ಟಿಲು, ಸರ್ಕಸ್ ಸೇರಿದಂತೆ ಹಲವು ಮನರಂಜನೆ ವ್ಯವಸ್ಥೆ ಮಾಡಲಾಗಿದೆ. [1116,242,1269,446]
price-product: ಬಟಾಣಿ [1146,1942,1282,1958]
weekday: ಬುಧವಾರ [1418,70,1471,90]
tender-title: ಅಲ್ಪಾವಧಿ ಟೆಂಡರ್ ಪ್ರಕಟಣೆ [290,2077,485,2102]
subscription-ad[interactable] [419,1938,588,1983]
notice-heading: CHANGE OF NAME [961,744,1130,763]
promo-line: ಜೋಳದ ಎಸ್‌ಕ್ಲೂಸಿವ್ [826,1075,907,1087]
court-notice-kannada [774,2002,953,2325]
story-text: ದೇವಿಯು ಅಲಂಕೃತ ಪಲ್ಲಕ್ಕಿಯಲ್ಲಿ ಕುಳಿತು ನಗರದ ಪ್ರಮುಖ ಬೀದಿಗಳಲ್ಲಿ ಮೆರವಣಿಗೆ ನಡೆಯಿತು. ಡೊಳ್ಳು ಕುಣಿತ, ಭಜನೆ, ಕರಡಿ ಮಜಲು ಸೇರಿದಂತೆ ವಿವಿಧ ವಾದ್ಯಮೇಳಗಳು ಮೆರವಣಿಗೆಗೆ ಮೆರುಗು ನೀಡಿದವು. ಮಾಜಿ ಸಚಿವ ಎ.ಬಿ. ಪಾಟೀಲ ಮಾತನಾಡಿ ಸರ್ವಧರ್ಮದವರು ಸೌಹಾರ್ದದಿಂದ ಆಚರಿಸುವ ಜಾತ್ರೆ ಇದು ಎಂದರು. [953,242,1106,389]
notice-signature: ನ್ಯಾಯಾಲಯದ ಆದೇಶದ ಮೇರೆಗೆ, ಮುಖ್ಯ ಆಡಳಿತಾಧಿಕಾರಿಗಳು [600,1909,755,1919]
notice-signature: ಸಹಿ/- ರಿಜಿಸ್ಟ್ರಾರ್ (R. J Baradur) [45,767,148,776]
court-signature: By Order of the court, Sd/- Chief ministerial officer, Civil judge & JMFC Court Siruguppa. [782,1409,944,1430]
price-max: 4011 [1388,2210,1495,2226]
advocate: D.N Jayanth Advocate, for the Plaintiff. [51,1541,183,1550]
price-max: 1700 [1388,2109,1495,2126]
price-row [1146,2126,1495,2143]
court-notice [774,1577,953,1999]
name-change-notice [959,1318,1132,1573]
story3-headline: ದಲಿತರಿಗೆ ದೇವಸ್ಥಾನ ಪ್ರವೇಶ ನಿಷೇಧ: ಖಂಡನೆ [1145,1088,1407,1109]
notice-text: I, SHRUTI YANDIGERI (old name) Resident of Mangalawara Peth, Hubballi, Dist: Dharwad Pin - 580020, have changed my name as [781,769,946,851]
court-body: Between: IQBAL SAB S/O Late Khasim Sab, Aged about 40 years, R/o. 12th Ward Tekkalakote, Siruguppa (T) Ballari (D). ...Petitioner And To The Chief officer - Cum- Birth and Deaths Registrar TMC Office Tekkalakote ...Respondents TO WHOM SO EVER IT MAY CONCERN NOTICE Whereas above named petitioner have filed the above petition under section 13(3) of birth and death Acts 1969 against the respondents for the purpose of seeking death certificate of petitioners Mother by name HONNURBI W/O KHASIM SAB who was expired on 10-04-2010 at the residence of the petitioner. Any person interested are here by summoned to appear before this court in person or by pleader duly instructed on 15-04-2026 at 11.00 am before this court. Given under my hand & seal of the court this 9th day of MARCH 2026. [780,1620,946,1825]
price-row [1146,2076,1495,2092]
price-product: ಕುಸುಬೆ [1146,1925,1282,1942]
price-product: ಅಲಸಂದೆ ಕಾಳು [1146,1825,1282,1841]
price-max: 1795 [1388,2042,1495,2059]
new-name: SHIFA TAJ FAIROZ AHAMED KAGAL [968,1414,1120,1444]
notice-text: (new name) henceforth I will be called and recognized by new name for all future purposes, dated: 10/03/2026. [787,856,939,921]
price-max: 5200 [1388,1958,1495,1975]
promo-line: ಕೇಶ್ವಾಪುರ, ಹುಬ್ಬಳ್ಳಿ [833,1123,901,1137]
price-row [1146,2176,1495,2193]
price-product: ಜೋಳ [1146,1992,1282,2008]
name-change-notice [959,2092,1132,2325]
new-name: AYUB AHMED SHIVAMOGGA KADEKAL [967,1153,1104,1184]
price-row [1146,2093,1495,2109]
notice-text: (new name) henceforth I will be called and recognized by new name for all future purposes, dated: 10/03/2026. [966,1171,1125,1253]
new-name: RAJESAB DARGAD [430,528,534,541]
col-product: ಉತ್ಪನ್ನಗಳು [1146,1797,1282,1825]
name-change-notice [409,157,582,397]
notice-title: ಅರ್ಜಿ ನಂ. 35/2026 [275,638,352,649]
price-row [1146,1942,1495,1958]
new-name: SHRUTI MAHESH AVARADI [800,839,941,851]
new-name: FAZEENTAJ MOHAMED YUNUS RAMDURG [416,271,575,301]
court-body: Between: TIKUMAR S/O LATE THUKYA NAIK, aged about 52 years, 2) PAMPA NAIK S/O LATE THUKYA NAIK, aged about 50 years, 3) AHIRI BAI W/O LATE RAJENDRA NAIK D/O LATE THUKYA NAIK ...Petitioners And The register of Birth & Death's Register, Tahasildar, Taluk office Ballari ...Respondent NOTICE WHEREAS, the above named petitioner has filed the above petition under section 13(3) of Birth and Deaths Act, 1969 against the respondent for the purpose of seeking date of death of Petitioner's No.1 Grandfather by name HEMA NAIK, who was died on 14-03-1985 at Hosalli village, Ballari taluk and District. Therefore, if any persons are interested you are hereby directed to appear in this court in person or by a pleader duly instructed on 17-04-2026 at about 11.00 a.m to show cause against the above suit, failing which the suit will be heard and determined ex-parte against you. Given under my hand and seal of the court on this 10th day March 2026. [598,923,758,1185]
price-max: 5500 [1388,2159,1495,2176]
dateline: ಹುಬ್ಬಳ್ಳಿ: [1247,799,1278,812]
notice-text: (new name) henceforth I will be called and recognized by new name for all future purposes, dated: 10/03/2026. [419,306,572,370]
main-story-col [953,240,1106,742]
advocate: K.BASAVARAJA Advocate for the petitioner [598,1215,746,1224]
court-notice-kannada [227,633,400,1919]
notice-text: (new name) henceforth I will be called and recognized by new name for all future purposes, dated: 10/03/2026. [970,2205,1121,2288]
col-min: ₹ಕನಿಷ್ಠ(ಕ್ವಿಂ) [1282,1797,1388,1825]
masthead [45,45,1496,154]
price-min: 5851 [1282,1942,1388,1958]
name-change-notice [774,742,953,982]
masthead-rule [409,70,710,77]
notice-text: I, JAVEED AHAMED ABDULKHADIR BELGAUMKAR (old name) Resident of H No: 38/39 Kasturba Nagar Mantur Road Hubli 580020 (address), have changed my name as [235,184,391,283]
story3-text [1145,1116,1496,1407]
price-max: 5415 [1388,2126,1495,2143]
price-min: 10200 [1282,1875,1388,1891]
story-text: ರಾಜ್ಯ ಸರ್ಕಾರ ಶಿಕ್ಷಕರಿಗೆ ಬೀದಿ ನಾಯಿಗಳನ್ನು ಕಾಯುವ ಹೊಣೆಗಾರಿಕೆ ನೀಡಿರುವುದು ವಿಧಾನ ಪರಿಷತ್ ಸಭಾಪತಿ ಬಸವರಾಜ ಹೊರಟ್ಟಿ ಖಂಡಿಸಿದ್ದಾರೆ. ಈ ಕುರಿತು ಶಿಕ್ಷಣ ಸಚಿವ ಮಧು ಬಂಗಾರಪ್ಪ ಅವರಿಗೆ ಪತ್ರ ಬರೆದಿರುವ ಅವರು, ಶಿಕ್ಷಕರು ಮಕ್ಕಳಿಗೆ ಪಾಠ ಮಾಡುವುದರ ಜೊತೆಗೆ ಈಗಾಗಲೇ ಹತ್ತಾರು ಬೋಧಕೇತರ ಕೆಲಸಗಳನ್ನು ನಿರ್ವಹಿಸುತ್ತಿದ್ದಾರೆ. ಬೀದಿ ನಾಯಿಗಳ ನಿಯಂತ್ರಣ ಸ್ಥಳೀಯ ಸಂಸ್ಥೆಗಳ ಜವಾಬ್ದಾರಿ. ಶಿಕ್ಷಕರ ಗೌರವಕ್ಕೆ ಧಕ್ಕೆ ತರುವ ಇಂತಹ ಆದೇಶವನ್ನು ತಕ್ಷಣವೇ ಹಿಂಪಡೆಯಬೇಕು. ಇಲ್ಲದಿದ್ದರೆ ಶಿಕ್ಷಕರ ಸಂಘಟನೆಗಳ ಜೊತೆಗೂಡಿ ಹೋರಾಟ ನಡೆಸಲಾಗುವುದು ಎಂದು ಎಚ್ಚರಿಸಿದ್ದಾರೆ. [1145,799,1496,926]
price-min: 8900 [1282,1925,1388,1942]
tender-col: ಕ್ರ.ಸಂ [54,2164,79,2188]
price-grid [1146,1796,1495,2227]
court-notice-kannada [591,1791,764,1983]
court-title: IN THE COURT OF CIVIL JUDGE & JMFC AT SIRUGUPPA [783,1161,944,1183]
notice-title: ಸಿ.ಪಿ.ಎಸ್.ಪಿ. ನಂ.35/2025 [81,638,181,649]
price-product: ಸೇಂಗಾ [1146,1975,1282,1992]
price-product: ಗುರೆಳ್ಳು [1146,1875,1282,1891]
section-title: ಪ್ರಾದೇಶಿಕ [723,58,915,133]
new-name: JAVEED AHAMED BELGAUMKAR [244,288,360,319]
price-max: 13371 [1388,2059,1495,2076]
tender-cell: 1 [54,2188,79,2212]
notice-heading: CHANGE OF NAME [961,1320,1130,1339]
court-signature: By Order of the court, Sd/- Chief ministerial officer, Civil judge & JMFC Court Siruguppa. [782,1831,944,1852]
story2-text [1145,796,1496,1081]
price-product: ಈರುಳ್ಳಿ [1146,2093,1282,2109]
promo-logo-icon [811,1028,849,1067]
tender-ref-line [53,2058,734,2071]
name-change-notice [409,397,582,630]
name-change-notice [959,1039,1132,1314]
price-product: ಸೋಯಾಬೀನ್ [1146,2026,1282,2042]
registration-marks: ●●●● [166,2349,226,2365]
court-notice [591,867,764,1321]
price-min: 4150 [1282,2009,1388,2026]
price-product: ಒಣ ಮೆಣಸಿನಕಾಯಿ [1146,1908,1282,1925]
col-max: ₹ಗರಿಷ್ಠ(ಕ್ವಿಂ) [1388,1797,1495,1825]
tender-cell: 84 ದಿನಗಳು [683,2188,734,2212]
tender-footnotes: 1) ಬಿಡ್ ದಾಖಲಾತಿ ಡೌನ್‌ಲೋಡ್ ಮಾಡಲು ದಿನಾಂಕ: 15.03.2026 ರಂದು 5:30 ಗಂಟೆಯವರೆಗೆ. 2) ಬಿಡ್ ಸಲ್ಲಿಸಲು ಕೊನೆಯ ದಿನಾಂಕ: 25.03.2026 ರಂದು 5:30 ಗಂಟೆಯವರೆಗೆ. 3) ಹೆಚ್ಚಿನ ಮಾಹಿತಿಗಾಗಿ https://kppp.karnataka.gov.in ನಲ್ಲಿ ನೋಡಬಹುದು. [53,2258,682,2282]
notice-heading: CHANGE OF NAME [229,159,398,178]
notice-text: (new name) henceforth I will be called and recognized by new name for all future purposes, dated: 10/03/2026. [973,1431,1122,1497]
column-rule [770,157,772,2325]
